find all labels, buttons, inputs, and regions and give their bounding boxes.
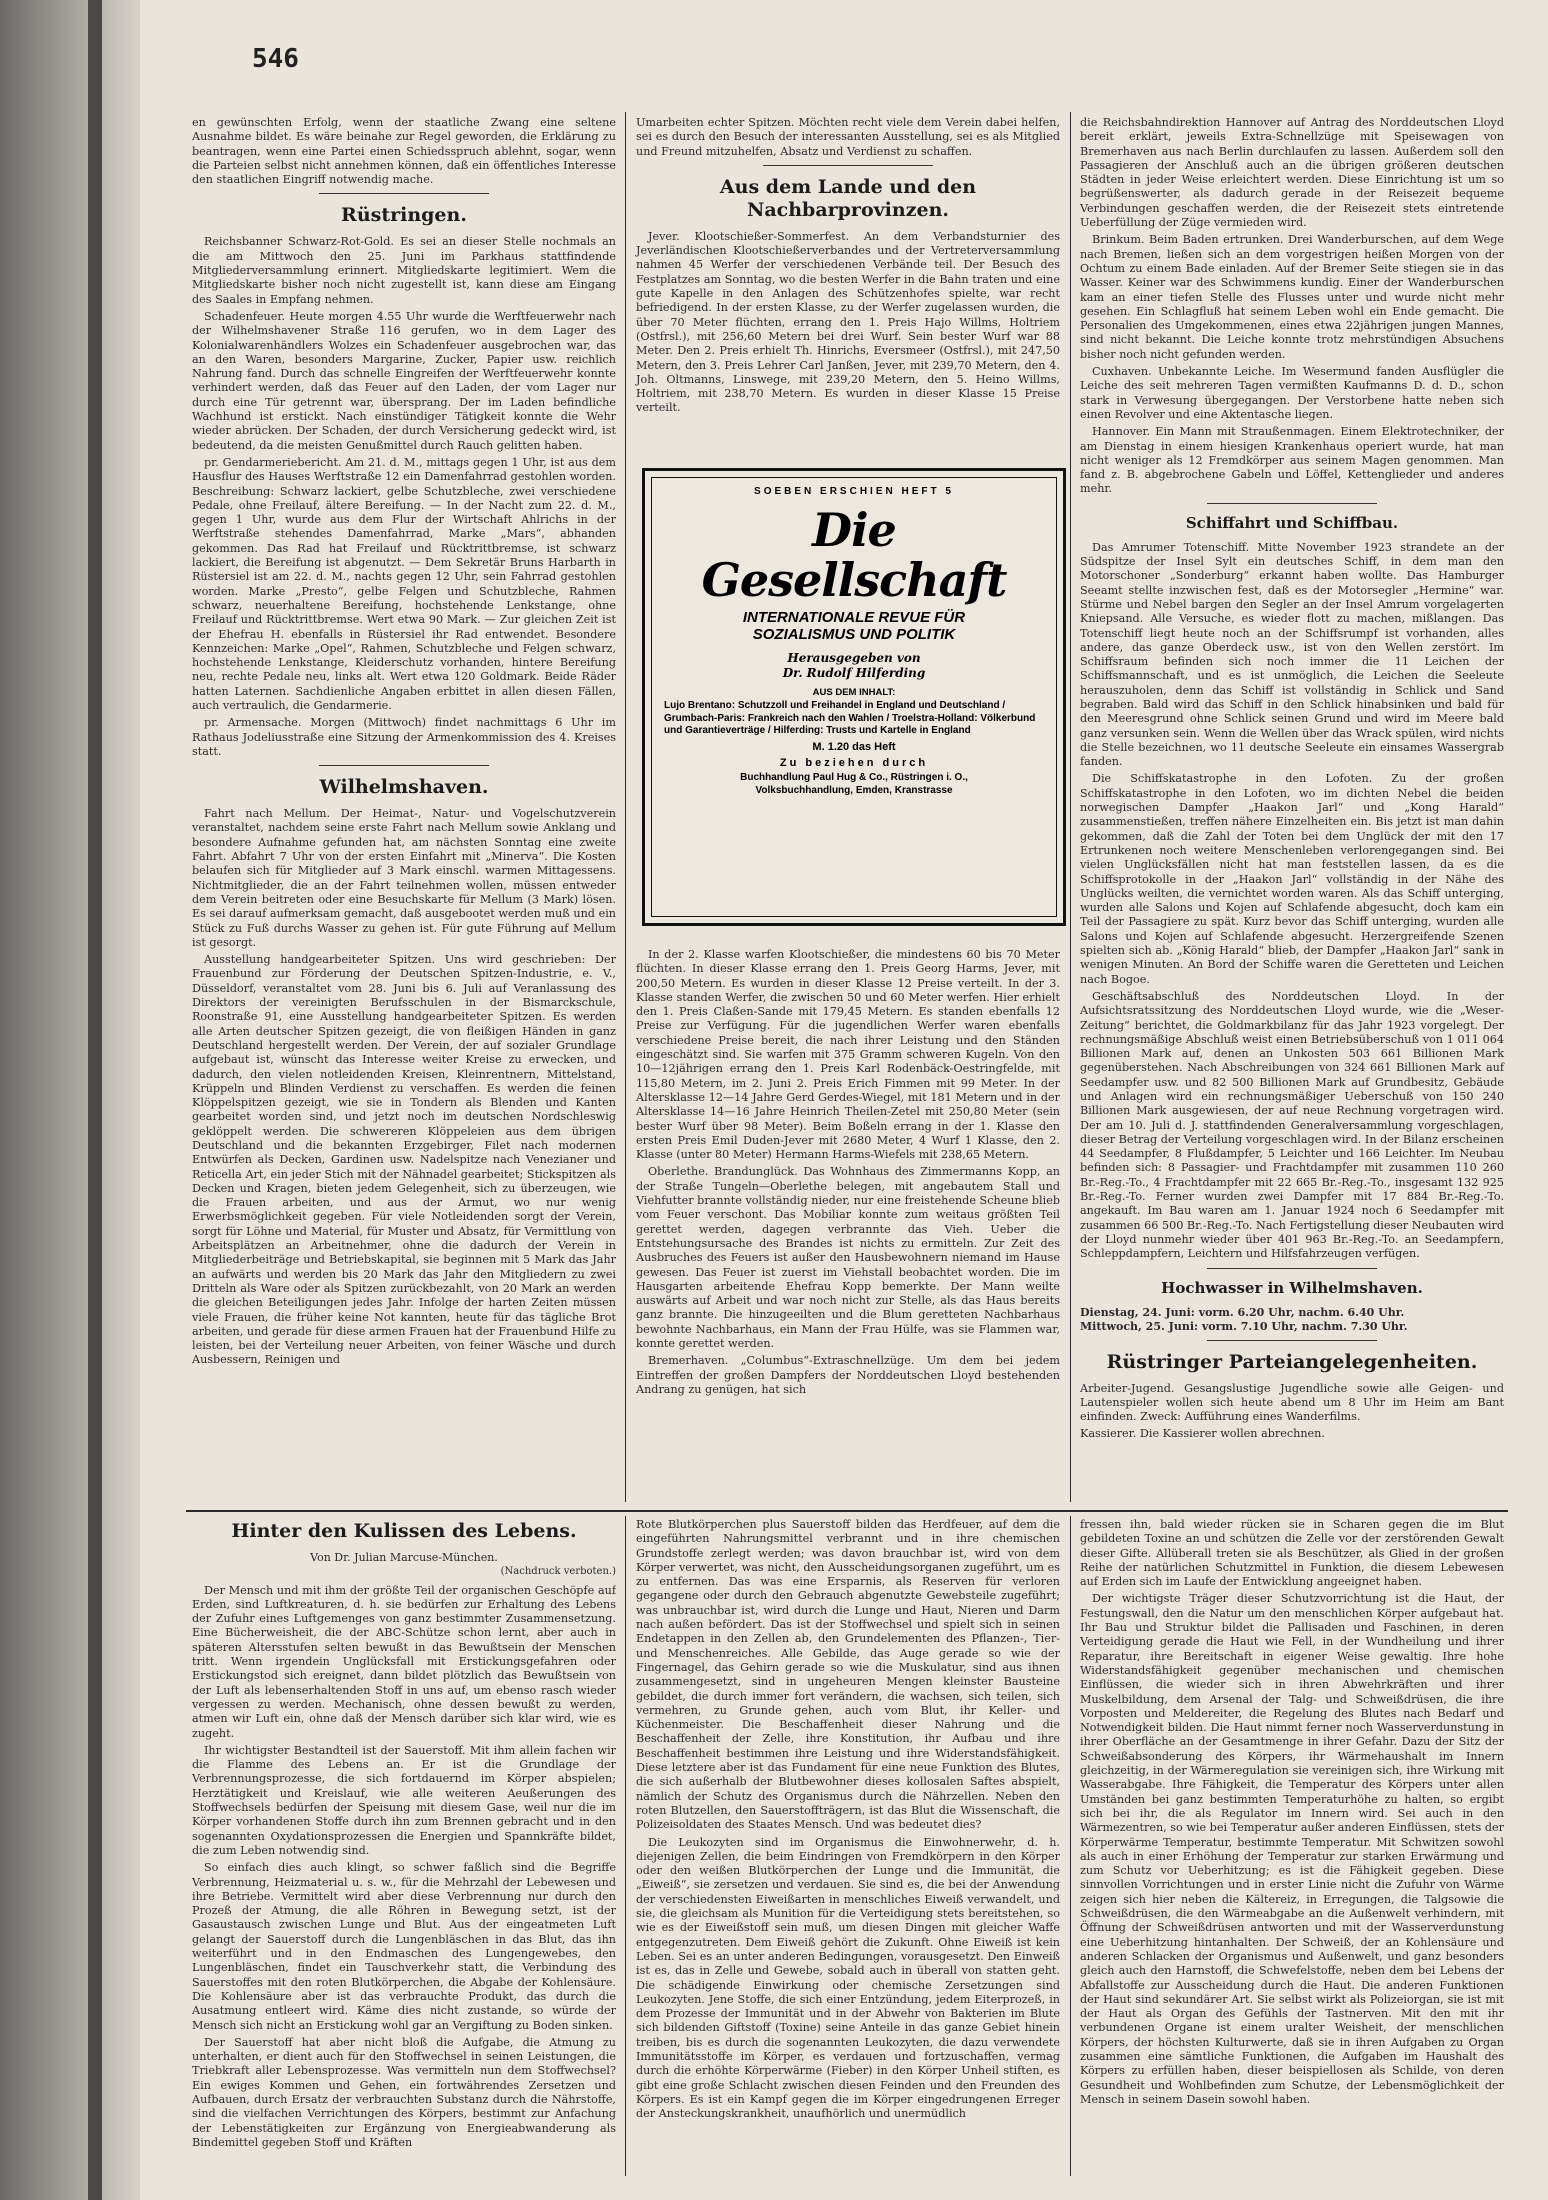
ad-seller-line1: Buchhandlung Paul Hug & Co., Rüstringen i. O., xyxy=(740,771,968,783)
heading-hochwasser: Hochwasser in Wilhelmshaven. xyxy=(1161,1278,1423,1297)
ad-announcement: SOEBEN ERSCHIEN HEFT 5 xyxy=(754,486,954,497)
column-2-lower xyxy=(636,948,1060,1400)
section-divider xyxy=(763,165,933,166)
feuilleton-column-3 xyxy=(1080,1518,1504,2178)
article-reichsbahn: die Reichsbahndirektion Hannover auf Antrag des Norddeutschen Lloyd bereit erklärt, jeweils Extra-Schnellzüge mit Speisewagen von Bremerhaven aus nach Berlin durchlaufen zu lassen. Außerdem soll den Passagieren der Anschluß auch an die übrigen größeren deutschen Städten in jeder Weise erleichtert werden. Diese Einrichtung ist um so begrüßenswerter, als dadurch gerade in der Reisezeit bequeme Verbindungen geschaffen werden, die der Reisezeit stets eintretende Ueberfüllung der Züge vermieden wird. xyxy=(1080,116,1504,230)
ad-editor xyxy=(652,651,1056,681)
ad-title xyxy=(652,505,1056,605)
ad-subtitle xyxy=(652,609,1056,643)
section-divider xyxy=(319,193,489,194)
feuilleton-c3p2: Der wichtigste Träger dieser Schutzvorrichtung ist die Haut, der Festungswall, den die Natur um den menschlichen Körper aufgebaut hat. Ihr Bau und Struktur bildet die Pallisaden und Faschinen, in deren Verteidigung gerade die Haut wie Fell, in der Wundheilung und ihrer Reparatur, ihre Bereitschaft in eigener Weise gewaltig. Ihre hohe Widerstandsfähigkeit gegenüber mechanischen und chemischen Einflüssen, die wieder sich in ihren Abwehrkräften und ihrer Muskelbildung, dem Arsenal der Talg- und Schweißdrüsen, die ihre Vorposten und Meldereiter, die Regelung des Blutes nach Bedarf und Notwendigkeit bilden. Die Haut nimmt ferner noch Wasserverdunstung in ihrer Oberfläche an der Gesamtmenge in ihrer Gefahr. Dazu der Sitz der Schweißabsonderung des Körpers, ihr Wärmehaushalt im Innern gleichzeitig, in der Wärmeregulation sie vereinigen sich, ihre Wirkung mit Wasserabgabe. Ihre Fähigkeit, die Temperatur des Körpers unter allen Umständen bei ganz bestimmten Temperaturhöhe zu halten, so ergibt sich bei ihr, die als Regulator im Innern wird. Sei auch in den Wärmezentren, so wie bei Temperatur außer anderen Einflüssen, stets der Körperwärme Temperatur, bestimmte Temperatur. Mit Schwitzen sowohl als auch in einer Erhöhung der Temperatur zur starken Erwärmung und zum Schutz vor Ueberhitzung; es ist die Fähigkeit gegeben. Diese sinnvollen Vorrichtungen und in erster Linie nicht die Zufuhr von Wärme zeigen sich hier neben die Kältereiz, in Erregungen, die Talgsowie die Schweißdrüsen, die den Wärmeabgabe an die Außenwelt verhindern, mit Öffnung der Schweißdrüsen antworten und mit der Wasserverdunstung eine Ueberhitzung hintanhalten. Der Schweiß, der an Kohlensäure und anderen Schlacken der Organismus und Außenwelt, und ganz besonders gleich auch den Harnstoff, die Schwefelstoffe, neben dem bei Lebens der Abfallstoffe zur Ausscheidung durch die Haut. Die anderen Funktionen der Haut sind sekundärer Art. Sie selbst wirkt als Polizeiorgan, sie ist mit der Haut als Organ des Gefühls der Tastnerven. Mit den mit ihr verbundenen Organe ist einem uralter Weisheit, der menschlichen Körpers, der höchsten Kulturwerte, daß sie in ihren Aufgaben zu Organ zusammen eine sämtliche Funktionen, die Aufgaben im Haushalt des Körpers zu erfüllen haben, dieser beispiellosen als Schilde, von deren Gesundheit und Wohlbefinden zum Schutze, der Lebensmöglichkeit der Mensch in seinem Dasein sowohl haben. xyxy=(1080,1592,1504,2106)
advertisement-die-gesellschaft xyxy=(642,468,1066,926)
feuilleton-column-rule-1 xyxy=(625,1516,626,2176)
ad-frame xyxy=(651,477,1057,917)
feuilleton-c2p2: Die Leukozyten sind im Organismus die Einwohnerwehr, d. h. diejenigen Zellen, die beim Eindringen von Fremdkörpern in den Körper oder den weißen Blutkörperchen der Lunge und die Immunität, die „Eiweiß“, sie zersetzen und verdauen. Sie sind es, die bei der Anwendung der verschiedensten Eiweißarten in menschliches Eiweiß verwandelt, und sie, die gleichsam als Munition für die Verteidigung stets bereitstehen, so wie es der Eiweißstoff sein muß, um diesen Dingen mit gleicher Waffe entgegenzutreten. Dem Eiweiß gehört die Zukunft. Ohne Eiweiß ist kein Leben. Sei es an unter anderen Bedingungen, vorausgesetzt. Den Einweiß ist es, das in Zelle und Gewebe, sobald auch in überall von statten geht. Die schädigende Einwirkung oder chemische Zersetzungen sind Leukozyten. Jene Stoffe, die sich einer Entzündung, jedem Eiterprozeß, in dem Prozesse der Immunität und in der Abwehr von Bakterien im Blute sich bildenden Giftstoff (Toxine) seine Anteile in das ganze Gebiet hinein treiben, bis es durch die sogenannten Leukozyten, die dazu verwendete Immunitätsstoffe im Körper, es verdauen und fortzuschaffen, vermag durch die erhöhte Körperwärme (Fieber) in den Körper Unheil stiften, es gibt eine große Schlacht zwischen diesen Feinden und den Freunden des Körpers. Es ist ein Kampf gegen die im Körper eingedrungenen Erreger der Ansteckungskrankheit, unaufhörlich und unermüdlich xyxy=(636,1835,1060,2121)
ad-editor-line1: Herausgegeben von xyxy=(787,651,921,665)
feuilleton-c1p3: So einfach dies auch klingt, so schwer faßlich sind die Begriffe Verbrennung, Heizmaterial u. s. w., für die Mehrzahl der Lebewesen und ihre Betriebe. Vermittelt wird aber diese Verbrennung nur durch den Prozeß der Atmung, die alle Röhren in Bewegung setzt, ist der Gasaustausch zwischen Lunge und Blut. Aus der eingeatmeten Luft gelangt der Sauerstoff durch die Lungenbläschen in das Blut, das ihn weiterführt und in den Endmaschen des Lungengewebes, den Lungenbläschen, findet ein Tauschverkehr statt, die Verbindung des Sauerstoffes mit den roten Blutkörperchen, die Abgabe der Kohlensäure. Die Kohlensäure aber ist das verbrauchte Produkt, das durch die Ausatmung entleert wird. Käme dies nicht zustande, so würde der Mensch sich nicht an Erstickung wohl gar an Vergiftung zu Boden sinken. xyxy=(192,1861,616,2032)
article-kassierer: Kassierer. Die Kassierer wollen abrechnen. xyxy=(1080,1427,1325,1441)
ad-seller-line2: Volksbuchhandlung, Emden, Kranstrasse xyxy=(755,784,953,796)
article-lofoten: Die Schiffskatastrophe in den Lofoten. Zu der großen Schiffskatastrophe in den Lofoten, wo im dichten Nebel die beiden norwegischen Dampfer „Haakon Jarl“ und „Kong Harald“ zusammenstießen, treffen nähere Einzelheiten ein. Bis jetzt ist man dahin gekommen, daß die Zahl der Toten bei dem Unglück der mit den 17 Ertrunkenen noch weitere Menschenleben verlorengegangen sind. Bei vielen Unglücksfällen nicht hat man feststellen lassen, da es die Schiffsprotokolle in der „Haakon Jarl“ vollständig in der Nähe des Unglücks weilten, die vernichtet worden waren. Als das Schiff unterging, wurden alle Salons und Kojen auf Schlafende abgesucht, doch kam ein Teil der Passagiere zu spät. Kurz bevor das Schiff unterging, wurden alle Salons und Kojen auf Schlafende abgesucht. Herzergreifende Szenen spielten sich ab. „König Harald“ blieb, der Dampfer „Haakon Jarl“ sank in wenigen Minuten. An Bord der Schiffe waren die Geretteten und Leichen nach Bogoe. xyxy=(1080,772,1504,986)
ad-subtitle-line2: SOZIALISMUS UND POLITIK xyxy=(752,626,956,643)
article-reichsbanner: Reichsbanner Schwarz-Rot-Gold. Es sei an dieser Stelle nochmals an die am Mittwoch den 25. Juni im Parkhaus stattfindende Mitgliederversammlung erinnert. Mitgliedskarte legitimiert. Wem die Mitgliedskarte bisher noch nicht zugestellt ist, kann diese am Eingang des Saales in Empfang nehmen. xyxy=(192,235,616,306)
article-jever: Jever. Klootschießer-Sommerfest. An dem Verbandsturnier des Jeverländischen Klootschießerverbandes und der Vertreterversammlung nahmen 45 Werfer der verschiedenen Verbände teil. Der Besuch des Festplatzes am Sonntag, wo die besten Werfer in die Bahn traten und eine gute Kapelle in den Anlagen des Schützenhofes spielte, war recht befriedigend. In der ersten Klasse, zu der Werfer zugelassen wurden, die über 70 Meter flüchten, errang den 1. Preis Hajo Willms, Holtriem (Ostfrsl.), mit 256,60 Metern bei drei Wurf. Sein bester Wurf war 88 Meter. Den 2. Preis erhielt Th. Hinrichs, Eversmeer (Ostfrsl.), mit 247,50 Metern, den 3. Preis Lehrer Carl Janßen, Jever, mit 239,70 Metern, den 4. Joh. Oltmanns, Linswege, mit 239,20 Metern, den 5. Heino Willms, Holtriem, mit 238,70 Metern. Es wurden in dieser Klasse 15 Preise verteilt. xyxy=(636,229,1060,415)
feuilleton-rule xyxy=(186,1510,1508,1512)
article-arbeiterjugend: Arbeiter-Jugend. Gesangslustige Jugendliche sowie alle Geigen- und Lautenspieler wollen sich heute abend um 8 Uhr im Heim am Bant einfinden. Zweck: Aufführung eines Wanderfilms. xyxy=(1080,1381,1504,1424)
ad-contents-heading: AUS DEM INHALT: xyxy=(812,687,896,698)
ad-contents: Lujo Brentano: Schutzzoll und Freihandel in England und Deutschland / Grumbach-Paris: Frankreich nach den Wahlen / Troelstra-Holland: Völkerbund und Garantieverträge / Hilferding: Trusts und Kartelle in England xyxy=(664,700,1036,736)
newspaper-page xyxy=(140,0,1548,2200)
col1-intro: en gewünschten Erfolg, wenn der staatliche Zwang eine seltene Ausnahme bildet. Es wäre beinahe zur Regel geworden, die Erklärung zu beantragen, wenn eine Partei einen Schiedsspruch ablehnt, sogar, wenn die Parteien selbst nicht annehmen können, daß ein öffentliches Interesse den staatlichen Eingriff notwendig mache. xyxy=(192,116,616,187)
column-1 xyxy=(192,116,616,1371)
article-lloyd: Geschäftsabschluß des Norddeutschen Lloyd. In der Aufsichtsratssitzung des Norddeutschen Lloyd wurde, wie die „Weser-Zeitung“ berichtet, die Goldmarkbilanz für das Jahr 1923 vorgelegt. Der rechnungsmäßige Abschluß weist einen Betriebsüberschuß von 1 011 064 Billionen Mark auf, denen an Unkosten 503 661 Billionen Mark gegenüberstehen. Nach Abschreibungen von 324 661 Billionen Mark auf Seedampfer usw. und 82 500 Billionen Mark auf Grundbesitz, Gebäude und Anlagen wird ein rechnungsmäßiger Ueberschuß von 150 240 Billionen Mark ausgewiesen, der auf neue Rechnung vorgetragen wird. Der am 10. Juli d. J. stattfindenden Generalversammlung vorgeschlagen, dieser Betrag der Verteilung vorgeschlagen wird. In der Bilanz erscheinen 44 Seedampfer, 8 Flußdampfer, 5 Leichter und 166 Leichter. Im Neubau befinden sich: 8 Passagier- und Frachtdampfer mit zusammen 110 260 Br.-Reg.-To., 4 Frachtdampfer mit 22 665 Br.-Reg.-To., insgesamt 132 925 Br.-Reg.-To. Ferner wurden zwei Dampfer mit 17 884 Br.-Reg.-To. angekauft. Im Bau waren am 1. Januar 1924 noch 6 Seedampfer mit zusammen 66 500 Br.-Reg.-To. Nach Fertigstellung dieser Neubauten wird der Lloyd nunmehr wieder über 401 963 Br.-Reg.-To. an Seedampfern, Schleppdampfern, Leichtern und Hilfsfahrzeugen verfügen. xyxy=(1080,989,1504,1261)
feuilleton-c3p1: fressen ihn, bald wieder rücken sie in Scharen gegen die im Blut gebildeten Toxine an und schützen die Zelle vor der zerstörenden Gewalt dieser Gifte. Allüberall treten sie als Beschützer, als Glied in der großen Reihe der natürlichen Schutzmittel in Funktion, die diesem Lebewesen auf Erden sich im Laufe der Entwicklung angeeignet haben. xyxy=(1080,1518,1504,1589)
ad-order: Zu beziehen durch xyxy=(779,756,929,769)
feuilleton-column-2 xyxy=(636,1518,1060,2178)
binding-spine xyxy=(88,0,102,2200)
article-schadenfeuer: Schadenfeuer. Heute morgen 4.55 Uhr wurde die Werftfeuerwehr nach der Wilhelmshavener Straße 116 gerufen, wo in dem Lager des Kolonialwarenhändlers Wolzes ein Schadenfeuer ausgebrochen war, das an den Waren, besonders Margarine, Zucker, Papier usw. reichlich Nahrung fand. Durch das schnelle Eingreifen der Werftfeuerwehr konnte verhindert werden, daß das Feuer auf den Laden, der vom Lager nur durch eine Tür getrennt war, übersprang. Der im Laden befindliche Wachhund ist erstickt. Nach einstündiger Tätigkeit konnte die Wehr wieder abrücken. Der Schaden, der durch Versicherung gedeckt wird, ist bedeutend, da die meisten Genußmittel durch Rauch gelitten haben. xyxy=(192,309,616,452)
feuilleton-column-1 xyxy=(192,1518,616,2178)
heading-ruestringen: Rüstringen. xyxy=(341,204,467,227)
feuilleton-c1p1: Der Mensch und mit ihm der größte Teil der organischen Geschöpfe auf Erden, sind Luftkreaturen, d. h. sie bedürfen zur Erhaltung des Lebens der Zufuhr eines Luftgemenges von ganz bestimmter Zusammensetzung. Eine Bücherweisheit, die der ABC-Schütze schon lernt, aber auch in späteren Altersstufen selten bewußt in das Bewußtsein der Menschen tritt. Wenn irgendein Unglücksfall mit Erstickungsgefahren oder Erstickungstod sich ereignet, dann bildet plötzlich das Bewußtsein von der Luft als lebenserhaltenden Stoff in uns auf, um ebenso rasch wieder vergessen zu werden. Mechanisch, ohne dessen bewußt zu werden, atmen wir Luft ein, ohne daß der Mensch darüber sich klar wird, wie es zugeht. xyxy=(192,1583,616,1740)
ad-seller xyxy=(652,771,1056,797)
section-divider xyxy=(1207,1268,1377,1269)
book-binding xyxy=(0,0,140,2200)
ad-price: M. 1.20 das Heft xyxy=(812,740,896,753)
column-rule-1 xyxy=(625,112,626,1502)
section-divider xyxy=(319,765,489,766)
article-spitzen: Ausstellung handgearbeiteter Spitzen. Uns wird geschrieben: Der Frauenbund zur Förderung der Deutschen Spitzen-Industrie, e. V., Düsseldorf, veranstaltet vom 28. Juni bis 6. Juli auf Veranlassung des Direktors der vereinigten Berufsschulen in der Bismarckschule, Roonstraße 91, eine Ausstellung handgearbeiteter Spitzen. Es werden alle Arten deutscher Spitzen gezeigt, die von fleißigen Händen in ganz Deutschland hergestellt werden. Der Verein, der auf sozialer Grundlage aufgebaut ist, wünscht das Interesse weiter Kreise zu erwecken, und dadurch, den vielen notleidenden Kreisen, Kleinrentnern, Mittelstand, Krüppeln und Blinden Verdienst zu verschaffen. Es werden die feinen Klöppelspitzen gezeigt, wie sie in Tondern als Blenden und Kanten gearbeitet worden sind, und jetzt noch im deutschen Nordschleswig geklöppelt werden. Die schwereren Klöppeleien aus dem übrigen Deutschland und die bekannten Erzgebirger, Filet nach modernen Entwürfen als Decken, Gardinen usw. Nadelspitze nach Venezianer und Reticella Art, ein jeder Stich mit der Nähnadel gearbeitet; Stickspitzen als Decken und Kragen, bieten jedem Gelegenheit, sich zu überzeugen, wie die Frauen arbeiten, und aus der Armut, wo nur wenig Erwerbsmöglichkeit gegeben. Für viele Notleidenden sorgt der Verein, sorgt für Löhne und Material, für Muster und Absatz, für Vermittlung von Arbeitsplätzen an Arbeitnehmer, ohne die dadurch der Verein in Mitgliederbeiträge und Betriebskapital, sie beginnen mit 5 Mark das Jahr an aufwärts und werden bis 20 Mark das Jahr den Mitgliedern zu zwei Dritteln als Ware oder als Spitzen zurückbezahlt, von 20 Mark an werden die gleichen Beteiligungen jedes Jahr. Infolge der harten Zeiten müssen viele Frauen, die früher keine Not kannten, heute für das tägliche Brot arbeiten, und gerade für diese armen Frauen hat der Frauenbund Hilfe zu leisten, bei der Verteilung neuer Arbeiten, von feiner Wäsche und durch Ausbessern, Reinigen und xyxy=(192,953,616,1367)
ad-subtitle-line1: INTERNATIONALE REVUE FÜR xyxy=(742,609,966,626)
feuilleton-c1p4: Der Sauerstoff hat aber nicht bloß die Aufgabe, die Atmung zu unterhalten, er dient auch für den Stoffwechsel in seinen Leistungen, die Triebkraft aller Lebensprozesse. Was vermitteln nun dem Stoffwechsel? Ein ewiges Kommen und Gehen, ein fortwährendes Zersetzen und Aufbauen, durch Ersatz der verbrauchten Substanz durch die Nährstoffe, sind die vielfachen Verrichtungen des Körpers, bestimmt zur Anfachung der Lebenstätigkeiten zur Ergänzung von Energieabwanderung als Bindemittel gegeben Stoff und Kräften xyxy=(192,2035,616,2149)
ad-editor-line2: Dr. Rudolf Hilferding xyxy=(782,666,926,680)
ad-title-line2: Gesellschaft xyxy=(701,553,1007,607)
heading-lande: Aus dem Lande und den Nachbarprovinzen. xyxy=(719,175,977,221)
feuilleton-author: Von Dr. Julian Marcuse-München. xyxy=(310,1551,498,1564)
feuilleton-c1p2: Ihr wichtigster Bestandteil ist der Sauerstoff. Mit ihm allein fachen wir die Flamme des Lebens an. Er ist die Grundlage der Verbrennungsprozesse, die sich fortdauernd im Körper abspielen; Herztätigkeit und Kreislauf, wie alle weiteren Aeußerungen des Stoffwechsels bedürfen der Speisung mit diesem Gase, weil nur die im Körper vorhandenen Stoffe durch ihn zum Brennen gebracht und in den sogenannten Oxydationsprozessen die Energien und Spannkräfte bildet, die zum Leben notwendig sind. xyxy=(192,1743,616,1857)
col2-intro: Umarbeiten echter Spitzen. Möchten recht viele dem Verein dabei helfen, sei es durch den Besuch der interessanten Ausstellung, sei es als Mitglied und Freund mitzuhelfen, Absatz und Verdienst zu schaffen. xyxy=(636,116,1060,158)
article-bremerhaven: Bremerhaven. „Columbus“-Extraschnellzüge. Um dem bei jedem Eintreffen der großen Dampfers der Norddeutschen Lloyd bestehenden Andrang zu genügen, hat sich xyxy=(636,1354,1060,1396)
heading-parteiangelegenheiten: Rüstringer Parteiangelegenheiten. xyxy=(1106,1350,1478,1373)
article-armensache: pr. Armensache. Morgen (Mittwoch) findet nachmittags 6 Uhr im Rathaus Jodeliusstraße eine Sitzung der Armenkommission des 4. Kreises statt. xyxy=(192,716,616,758)
ad-title-line1: Die xyxy=(812,503,896,557)
article-totenschiff: Das Amrumer Totenschiff. Mitte November 1923 strandete an der Südspitze der Insel Sylt ein deutsches Schiff, in dem man den Motorschoner „Sonderburg“ erkannt haben wollte. Das Hamburger Seeamt stellte inzwischen fest, daß es der Motorsegler „Hermine“ war. Stürme und Nebel bargen den Segler an der Insel Amrum vorgelagerten Kniepsand. Alle Versuche, es wieder flott zu machen, mißlangen. Das Totenschiff liegt heute noch an der Schiffsrumpf ist vorhanden, alles andere, das ganze Oberdeck usw., ist von den Wellen zerstört. Im Schiffsraum befinden sich noch immer die 11 Leichen der Schiffsmannschaft, und es ist unmöglich, die Leichen die Seeleute herauszuholen, denn das Schiff ist vollständig in Schlick und Sand begraben. Bald wird das Schiff in den Schlick hinabsinken und bald für den Meeresgrund ohne Schlick seinen Grund und wird im Meere bald ganz versunken sein. Wenn die Wellen über das Wrack spülen, wird nichts die Stelle bezeichnen, wo 11 deutsche Seeleute ein einsames Wassergrab fanden. xyxy=(1080,540,1504,769)
section-divider xyxy=(1207,1340,1377,1341)
tide-wednesday: Mittwoch, 25. Juni: vorm. 7.10 Uhr, nachm. 7.30 Uhr. xyxy=(1080,1319,1408,1333)
column-rule-2 xyxy=(1070,112,1071,1502)
article-cuxhaven: Cuxhaven. Unbekannte Leiche. Im Wesermund fanden Ausflügler die Leiche des seit mehreren Tagen vermißten Kaufmanns D. d. D., schon stark in Verwesung übergegangen. Der Verstorbene hatte neben sich einen Revolver und eine Aktentasche liegen. xyxy=(1080,365,1504,421)
column-3 xyxy=(1080,116,1504,1445)
tide-tuesday: Dienstag, 24. Juni: vorm. 6.20 Uhr, nachm. 6.40 Uhr. xyxy=(1080,1305,1405,1319)
article-hannover: Hannover. Ein Mann mit Straußenmagen. Einem Elektrotechniker, der am Dienstag in einem hiesigen Krankenhaus operiert wurde, hat man nicht weniger als 12 Fremdkörper aus seinem Magen genommen. Man fand z. B. abgebrochene Gabeln und Löffel, Kettenglieder und anderes mehr. xyxy=(1080,425,1504,496)
page-number: 546 xyxy=(252,44,299,74)
feuilleton-c2p1: Rote Blutkörperchen plus Sauerstoff bilden das Herdfeuer, auf dem die eingeführten Nahrungsmittel verbrannt und in ihre chemischen Grundstoffe zerlegt werden; was davon brauchbar ist, wird von dem Körper verwertet, was nicht, den Ausscheidungsorganen zugeführt, um es zu entfernen. Das was eine Ersparnis, als Reserven für verloren gegangene oder durch den Gebrauch abgenutzte Gewebsteile zugeführt; was unbrauchbar ist, wird durch die Lunge und Haut, Nieren und Darm nach außen befördert. Das ist der Stoffwechsel und spielt sich in seinen Endetappen in den Zellen ab, den Grundelementen des Pflanzen-, Tier- und Menschenreiches. Alle Gebilde, das Auge gerade so wie der Fingernagel, das Gehirn gerade so wie die Muskulatur, sind aus ihnen zusammengesetzt, sind in ungeheuren Mengen kleinster Bausteine gebildet, die durch immer fort verändern, die wachsen, sich teilen, sich vermehren, zu Grunde gehen, auch vom Blut, ihr Keller- und Küchenmeister. Die Beschaffenheit dieser Nahrung und die Beschaffenheit der Zelle, ihre Konstitution, ihr Aufbau und ihre Beschaffenheit bestimmen ihre Leistung und ihre Widerstandsfähigkeit. Diese letztere aber ist das Fundament für eine neue Funktion des Blutes, die sich außerhalb der Blutbewohner dieses kollosalen Saftes abspielt, nämlich der Schutz des Organismus durch die Nährzellen. Neben den roten Blutzellen, den Sauerstoffträgern, ist das Blut die Wissenschaft, die Polizeisoldaten des Staates Mensch. Und was bedeutet dies? xyxy=(636,1518,1060,1832)
feuilleton-column-rule-2 xyxy=(1070,1516,1071,2176)
article-gendarmeriebericht: pr. Gendarmeriebericht. Am 21. d. M., mittags gegen 1 Uhr, ist aus dem Hausflur des Hauses Werftstraße 12 ein Damenfahrrad gestohlen worden. Beschreibung: Schwarz lackiert, gelbe Schutzbleche, zwei verschiedene Pedale, ohne Freilauf, ältere Bereifung. — In der Nacht zum 22. d. M., gegen 1 Uhr, wurde aus dem Flur der Wirtschaft Ahlrichs in der Werftstraße stehendes Damenfahrrad, Marke „Mars“, abhanden gekommen. Das Rad hat Freilauf und Rücktrittbremse, ist schwarz lackiert, die Bereifung ist abgenutzt. — Dem Sekretär Bruns Harbarth in Rüstersiel ist am 22. d. M., nachts gegen 12 Uhr, sein Fahrrad gestohlen worden. Marke „Presto“, gelbe Felgen und Schutzbleche, Rahmen schwarz, neuerhaltene Bereifung, hochstehende Lenkstange, ohne Freilauf und Rücktrittbremse. Wert etwa 90 Mark. — Zur gleichen Zeit ist der Ehefrau H. ebenfalls in Rüstersiel ihr Rad entwendet. Besondere Kennzeichen: Marke „Opel“, Rahmen, Schutzbleche und Felgen schwarz, hochstehende Lenkstange, Kleiderschutz vorhanden, hintere Bereifung neu, rechte Pedale neu, links alt. Wert etwa 120 Goldmark. Beide Räder hatten Laternen. Sachdienliche Angaben erbittet in allen diesen Fällen, auch vertraulich, die Gendarmerie. xyxy=(192,455,616,712)
article-klasse2: In der 2. Klasse warfen Klootschießer, die mindestens 60 bis 70 Meter flüchten. In dieser Klasse errang den 1. Preis Georg Harms, Jever, mit 200,50 Metern. Es wurden in dieser Klasse 12 Preise verteilt. In der 3. Klasse standen Werfer, die zwischen 50 und 60 Meter werfen. Hier erhielt den 1. Preis Claßen-Sande mit 179,45 Metern. Es standen ebenfalls 12 Preise zur Verfügung. Für die jugendlichen Werfer waren ebenfalls verschiedene Preise bereit, die nach ihrer Leistung und den Ständen eingeschätzt sind. Sie warfen mit 375 Gramm schweren Kugeln. Von den 10—12jährigen errang den 1. Preis Karl Rodenbäck-Oestringfelde, mit 115,80 Metern, im 2. Juni 2. Preis Erich Fimmen mit 99 Meter. In der Altersklasse 12—14 Jahre Gerd Gerdes-Wiegel, mit 181 Metern und in der Altersklasse 14—16 Jahre Heinrich Theilen-Zetel mit 250,80 Meter (sein bester Wurf über 98 Meter). Beim Boßeln errang in der 1. Klasse den ersten Preis Emil Duden-Jever mit 2680 Meter, 4 Wurf 1 Klasse, den 2. Klasse (unter 80 Meter) Hermann Harms-Wiefels mit 238,65 Metern. xyxy=(636,948,1060,1162)
article-fahrt-mellum: Fahrt nach Mellum. Der Heimat-, Natur- und Vogelschutzverein veranstaltet, nachdem seine erste Fahrt nach Mellum sowie Anklang und besondere Aufnahme gefunden hat, am nächsten Sonntag eine zweite Fahrt. Abfahrt 7 Uhr von der ersten Einfahrt mit „Minerva“. Die Kosten belaufen sich für Mitglieder auf 3 Mark einschl. warmen Mittagessens. Nichtmitglieder, die an der Fahrt teilnehmen wollen, müssen entweder dem Verein beitreten oder eine Besuchskarte für Mellum (3 Mark) lösen. Es sei darauf aufmerksam gemacht, daß ausgebootet werden muß und ein Stück zu Fuß durchs Wasser zu gehen ist. Für gute Führung auf Mellum ist gesorgt. xyxy=(192,807,616,949)
heading-schiffahrt: Schiffahrt und Schiffbau. xyxy=(1185,513,1399,532)
article-brinkum: Brinkum. Beim Baden ertrunken. Drei Wanderburschen, auf dem Wege nach Bremen, ließen sich an dem vorgestrigen heißen Morgen von der Ochtum zu einem Bade einladen. Auf der Bremer Seite stiegen sie in das Wasser. Keiner war des Schwimmens kundig. Einer der Wanderburschen kam an einer tiefen Stelle des Flusses unter und wurde nicht mehr gesehen. Ein Schlagfluß hat seinem Leben wohl ein Ende gemacht. Die Personalien des Umgekommenen, eines etwa 22jährigen jungen Mannes, sind nicht bekannt. Die Leiche konnte trotz mehrstündigen Absuchens bisher noch nicht gefunden werden. xyxy=(1080,233,1504,361)
article-oberlethe: Oberlethe. Brandunglück. Das Wohnhaus des Zimmermanns Kopp, an der Straße Tungeln—Oberlethe belegen, mit angebautem Stall und Viehfutter brannte vollständig nieder, nur eine freistehende Scheune blieb vom Feuer verschont. Das Mobiliar konnte zum weitaus größten Teil gerettet werden, dagegen verbrannte das Vieh. Ueber die Entstehungsursache des Brandes ist nichts zu ermitteln. Zur Zeit des Ausbruches des Feuers ist außer den Hausbewohnern niemand im Hause gewesen. Das Feuer ist zuerst im Viehstall beobachtet worden. Die im Hausgarten arbeitende Ehefrau Kopp bemerkte. Der Mann weilte auswärts auf Arbeit und war noch nicht zur Stelle, als das Haus bereits ganz brannte. Die hinzugeeilten und die Blum geretteten Nachbarhaus bewohnte Nachbarhaus, ein Mann der Frau Hülfe, was sie Flammen war, konnte gerettet werden. xyxy=(636,1165,1060,1351)
feuilleton-title: Hinter den Kulissen des Lebens. xyxy=(231,1520,577,1542)
feuilleton-note: (Nachdruck verboten.) xyxy=(500,1566,616,1578)
heading-wilhelmshaven: Wilhelmshaven. xyxy=(319,776,489,799)
section-divider xyxy=(1207,503,1377,504)
column-2-upper xyxy=(636,116,1060,419)
